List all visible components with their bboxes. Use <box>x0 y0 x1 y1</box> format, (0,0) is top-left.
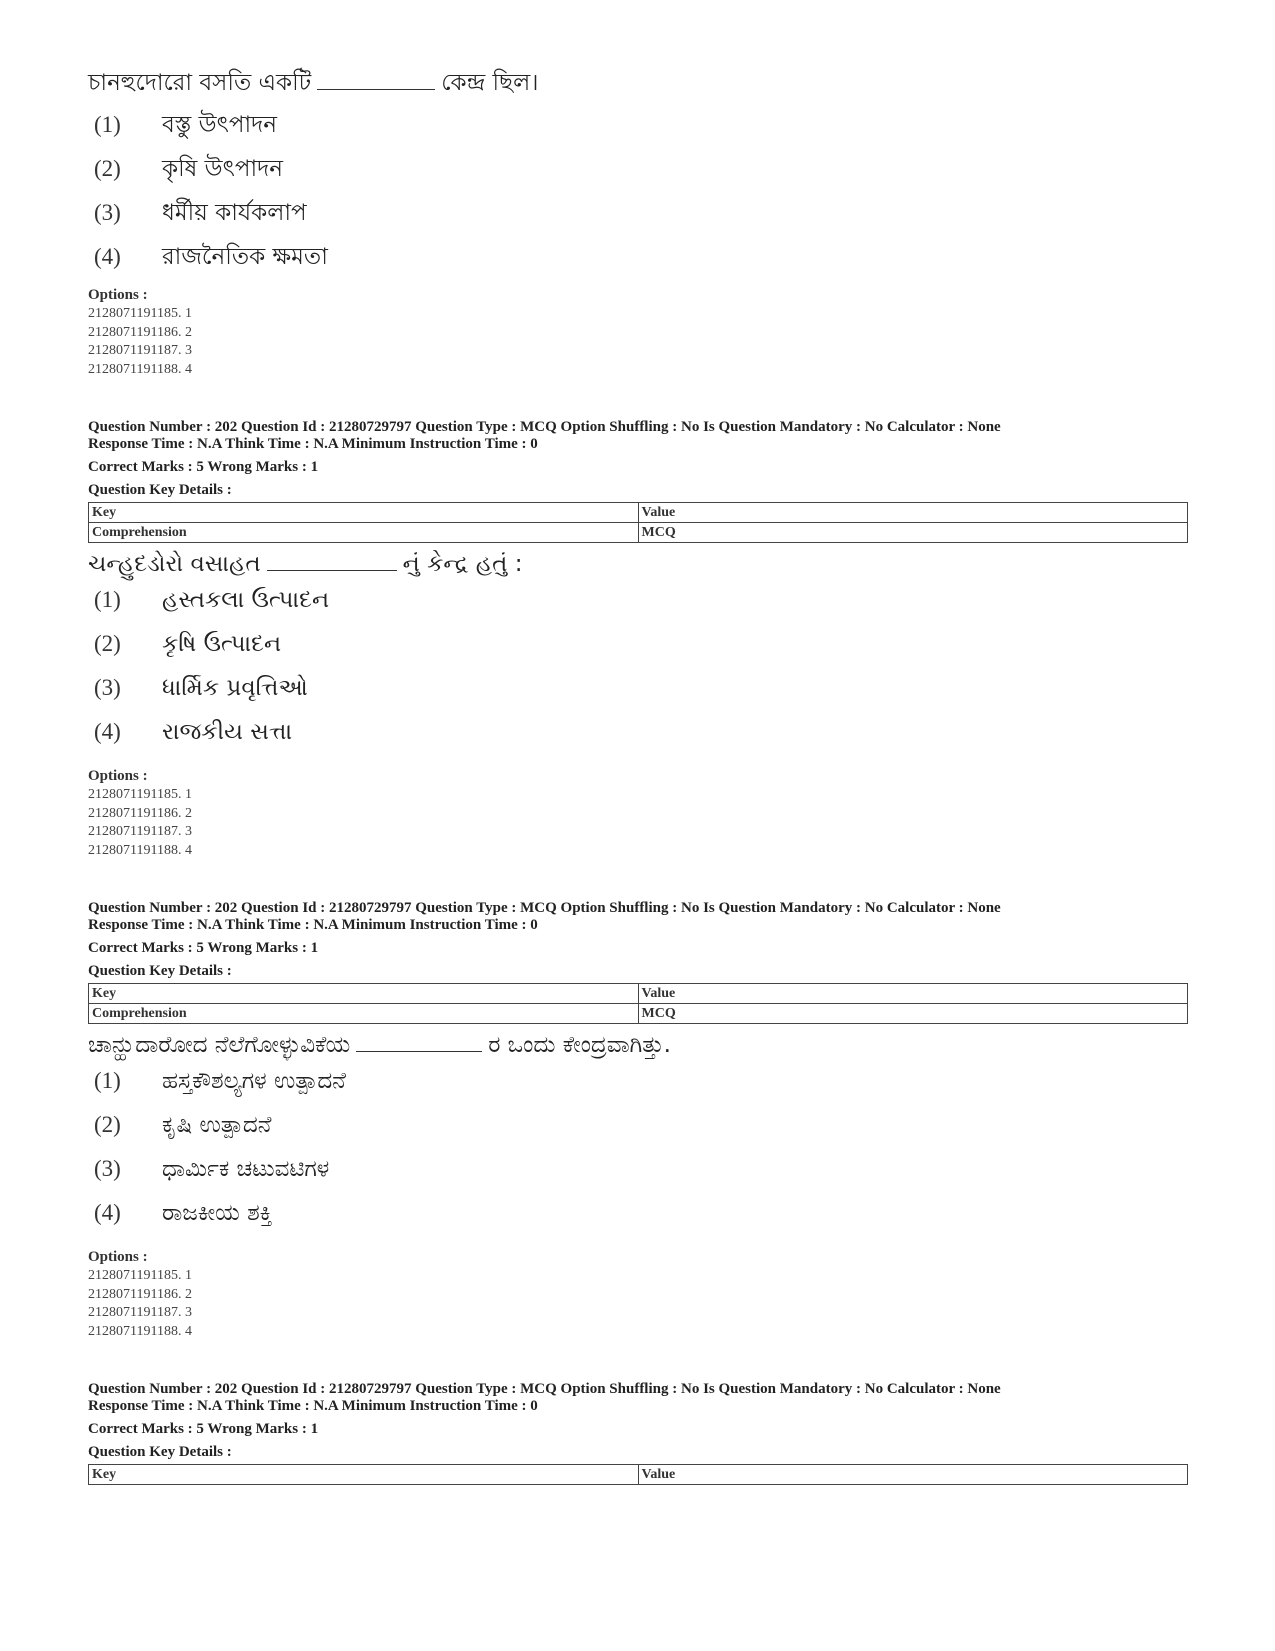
option-text: কৃষি উৎপাদন <box>162 156 283 182</box>
answer-blank <box>356 1033 482 1052</box>
option-2 <box>88 150 1188 194</box>
answer-blank <box>267 552 397 571</box>
question-paper-page <box>88 68 1188 1491</box>
option-ids-list <box>88 767 1188 860</box>
option-ids-list <box>88 286 1188 379</box>
table-cell-key: Comprehension <box>89 1004 639 1024</box>
question-meta <box>88 1381 1188 1485</box>
question-text-start: ચન્હુદડોરો વસાહત <box>88 551 261 577</box>
option-ids-list <box>88 1248 1188 1341</box>
question-text <box>88 549 1188 579</box>
option-1 <box>88 106 1188 150</box>
option-number: (1) <box>94 587 121 612</box>
question-text <box>88 1030 1188 1060</box>
option-text: રાજકીય સત્તા <box>162 719 293 745</box>
option-number: (4) <box>94 719 121 744</box>
option-text: ಹಸ್ತಕೌಶಲ್ಯಗಳ ಉತ್ಪಾದನೆ <box>162 1068 346 1094</box>
option-text: রাজনৈতিক ক্ষমতা <box>162 244 328 270</box>
key-details-table <box>88 502 1188 543</box>
marks-line: Correct Marks : 5 Wrong Marks : 1 <box>88 459 319 475</box>
option-text: ધાર્મિક પ્રવૃત્તિઓ <box>162 675 308 701</box>
option-3 <box>88 675 1188 719</box>
table-cell-value: MCQ <box>638 523 1188 543</box>
option-id: 2128071191188. 4 <box>88 361 192 377</box>
options-label: Options : <box>88 287 148 303</box>
options-label: Options : <box>88 1249 148 1265</box>
table-cell-value: MCQ <box>638 1004 1188 1024</box>
question-text-start: ಚಾನ್ಹುದಾರೋದ ನೆಲೆಗೋಳ್ಳುವಿಕೆಯ <box>88 1032 351 1058</box>
option-text: ধর্মীয় কার্যকলাপ <box>162 200 307 226</box>
option-number: (2) <box>94 156 121 181</box>
table-header-value: Value <box>638 984 1188 1004</box>
question-text <box>88 68 1188 98</box>
key-details-label: Question Key Details : <box>88 963 232 979</box>
table-header-key: Key <box>89 503 639 523</box>
key-details-table <box>88 983 1188 1024</box>
option-number: (1) <box>94 1068 121 1093</box>
question-block-gujarati <box>88 549 1188 860</box>
response-time-line: Response Time : N.A Think Time : N.A Minimum Instruction Time : 0 <box>88 436 538 452</box>
table-header-key: Key <box>89 1465 639 1485</box>
option-text: ಧಾರ್ಮಿಕ ಚಟುವಟಿಗಳ <box>162 1156 330 1182</box>
question-block-kannada <box>88 1030 1188 1341</box>
option-1 <box>88 1068 1188 1112</box>
option-number: (2) <box>94 631 121 656</box>
table-header-value: Value <box>638 503 1188 523</box>
marks-line: Correct Marks : 5 Wrong Marks : 1 <box>88 1421 319 1437</box>
option-2 <box>88 1112 1188 1156</box>
options-label: Options : <box>88 768 148 784</box>
option-id: 2128071191187. 3 <box>88 343 192 358</box>
table-header-row <box>89 503 1188 523</box>
option-text: ಕೃಷಿ ಉತ್ಪಾದನೆ <box>162 1112 272 1138</box>
option-text: ರಾಜಕೀಯ ಶಕ್ತಿ <box>162 1200 273 1226</box>
option-id: 2128071191187. 3 <box>88 824 192 839</box>
key-details-table <box>88 1464 1188 1485</box>
option-text: বস্তু উৎপাদন <box>162 112 277 138</box>
option-2 <box>88 631 1188 675</box>
response-time-line: Response Time : N.A Think Time : N.A Minimum Instruction Time : 0 <box>88 1398 538 1414</box>
table-header-row <box>89 984 1188 1004</box>
question-text-start: চানহুদোরো বসতি একটি <box>88 70 312 96</box>
option-id: 2128071191185. 1 <box>88 1268 192 1283</box>
option-id: 2128071191188. 4 <box>88 1323 192 1339</box>
option-4 <box>88 719 1188 763</box>
table-header-value: Value <box>638 1465 1188 1485</box>
table-row <box>89 523 1188 543</box>
option-number: (3) <box>94 200 121 225</box>
key-details-label: Question Key Details : <box>88 1444 232 1460</box>
question-text-end: কেন্দ্র ছিল। <box>441 70 539 96</box>
option-number: (3) <box>94 675 121 700</box>
table-header-row <box>89 1465 1188 1485</box>
option-id: 2128071191186. 2 <box>88 1286 192 1302</box>
question-meta <box>88 900 1188 1024</box>
option-id: 2128071191188. 4 <box>88 842 192 858</box>
question-block-bengali <box>88 68 1188 379</box>
option-4 <box>88 238 1188 282</box>
option-4 <box>88 1200 1188 1244</box>
option-id: 2128071191185. 1 <box>88 787 192 802</box>
option-3 <box>88 1156 1188 1200</box>
response-time-line: Response Time : N.A Think Time : N.A Minimum Instruction Time : 0 <box>88 917 538 933</box>
option-number: (3) <box>94 1156 121 1181</box>
answer-blank <box>317 71 435 90</box>
option-number: (4) <box>94 1200 121 1225</box>
option-number: (4) <box>94 244 121 269</box>
table-header-key: Key <box>89 984 639 1004</box>
marks-line: Correct Marks : 5 Wrong Marks : 1 <box>88 940 319 956</box>
option-text: કૃષિ ઉત્પાદન <box>162 631 282 657</box>
option-1 <box>88 587 1188 631</box>
question-meta <box>88 419 1188 543</box>
question-info-line: Question Number : 202 Question Id : 21280729797 Question Type : MCQ Option Shuffling : No Is Question Mandatory : No Calculator : None <box>88 419 1001 435</box>
table-cell-key: Comprehension <box>89 523 639 543</box>
table-row <box>89 1004 1188 1024</box>
option-number: (1) <box>94 112 121 137</box>
question-info-line: Question Number : 202 Question Id : 21280729797 Question Type : MCQ Option Shuffling : No Is Question Mandatory : No Calculator : None <box>88 900 1001 916</box>
option-id: 2128071191185. 1 <box>88 306 192 321</box>
option-text: હસ્તકલા ઉત્પાદન <box>162 587 330 613</box>
option-id: 2128071191186. 2 <box>88 324 192 340</box>
option-number: (2) <box>94 1112 121 1137</box>
question-info-line: Question Number : 202 Question Id : 21280729797 Question Type : MCQ Option Shuffling : No Is Question Mandatory : No Calculator : None <box>88 1381 1001 1397</box>
option-id: 2128071191186. 2 <box>88 805 192 821</box>
key-details-label: Question Key Details : <box>88 482 232 498</box>
option-id: 2128071191187. 3 <box>88 1305 192 1320</box>
option-3 <box>88 194 1188 238</box>
question-text-end: નું કેન્દ્ર હતું : <box>402 551 523 577</box>
question-text-end: ರ ಒಂದು ಕೇಂದ್ರವಾಗಿತ್ತು. <box>488 1032 671 1058</box>
